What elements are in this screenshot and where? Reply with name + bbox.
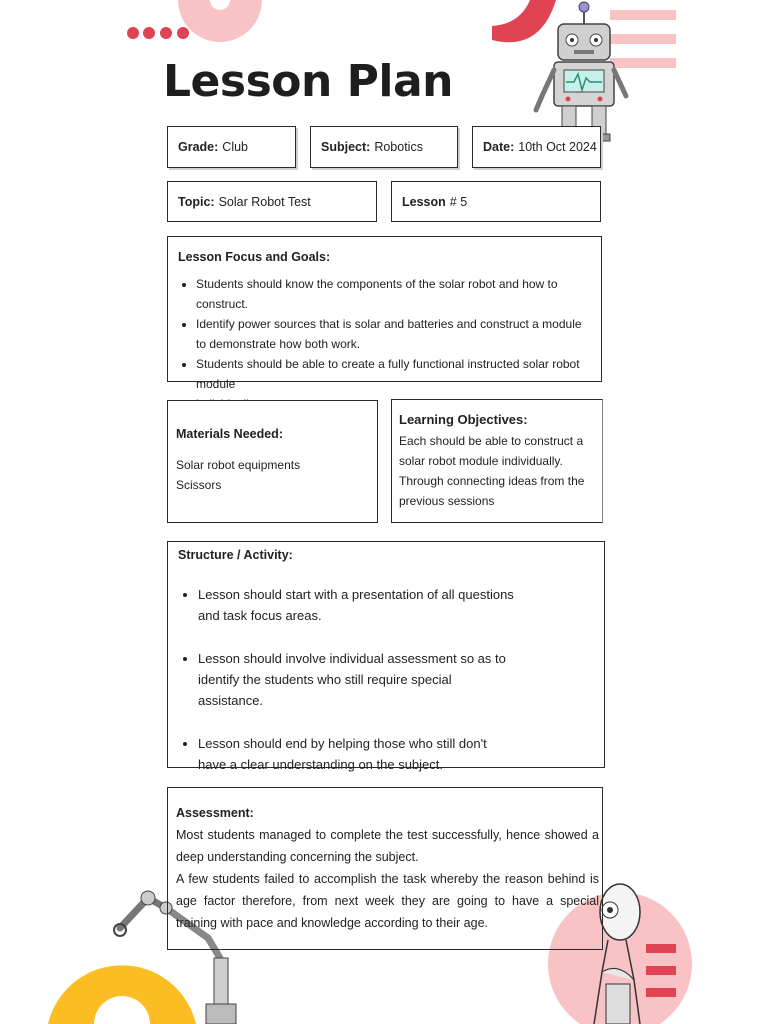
topic-value: Solar Robot Test	[218, 194, 311, 209]
lesson-number-box	[391, 181, 601, 222]
materials-item: Scissors	[176, 478, 222, 492]
subject-box	[310, 126, 458, 168]
assessment-box	[167, 787, 603, 950]
topic-box	[167, 181, 377, 222]
assessment-paragraph: A few students failed to accomplish the task whereby the reason behind is age factor therefore, from next week they are going to have a special training with pace and knowledge according to their age.	[176, 872, 599, 930]
grade-box	[167, 126, 296, 168]
decor-stripe	[646, 944, 676, 953]
materials-box	[167, 400, 378, 523]
list-item: • Students should be able to create a fully functional instructed solar robot module	[196, 354, 591, 394]
robot-illustration	[532, 0, 632, 142]
objectives-text: Each should be able to construct a solar robot module individually. Through connecting ideas from the previous sessions	[399, 434, 585, 508]
activity-box	[167, 541, 605, 772]
subject-label: Subject:	[321, 140, 371, 154]
materials-heading: Materials Needed:	[176, 427, 283, 441]
list-item: • Students should know the components of the solar robot and how to construct.	[196, 274, 591, 314]
date-value: 10th Oct 2024	[518, 140, 597, 154]
list-item: • Lesson should involve individual assessment so as to identify the students who still require special assistance.	[198, 648, 518, 711]
assessment-paragraph: Most students managed to complete the test successfully, hence showed a deep understanding concerning the subject.	[176, 828, 599, 864]
decor-dot	[143, 27, 155, 39]
date-label: Date:	[483, 140, 515, 154]
date-box	[472, 126, 601, 168]
subject-value: Robotics	[374, 140, 423, 154]
focus-goals-box	[167, 236, 602, 391]
assessment-heading: Assessment:	[176, 806, 254, 820]
decor-dot	[177, 27, 189, 39]
materials-item: Solar robot equipments	[176, 458, 301, 472]
decor-dot	[160, 27, 172, 39]
grade-label: Grade:	[178, 140, 219, 154]
lesson-value: # 5	[449, 194, 468, 209]
page-title: Lesson Plan	[163, 56, 453, 107]
list-item: • Lesson should start with a presentation of all questions and task focus areas.	[198, 584, 518, 626]
topic-label: Topic:	[178, 194, 215, 209]
decor-pink-ring	[178, 0, 262, 42]
decor-stripe	[646, 988, 676, 997]
decor-dot	[127, 27, 139, 39]
list-item: • Identify power sources that is solar and batteries and construct a module to demonstrate how both work.	[196, 314, 591, 354]
activity-heading: Structure / Activity:	[178, 548, 293, 562]
grade-value: Club	[222, 140, 249, 154]
lesson-label: Lesson	[402, 194, 446, 209]
objectives-heading: Learning Objectives:	[399, 412, 528, 427]
objectives-box	[391, 399, 603, 523]
activity-list	[178, 584, 518, 775]
focus-heading: Lesson Focus and Goals:	[178, 250, 331, 264]
decor-stripe	[646, 966, 676, 975]
focus-list	[178, 274, 591, 414]
list-item: • Lesson should end by helping those who still don't have a clear understanding on the subject.	[198, 733, 518, 775]
